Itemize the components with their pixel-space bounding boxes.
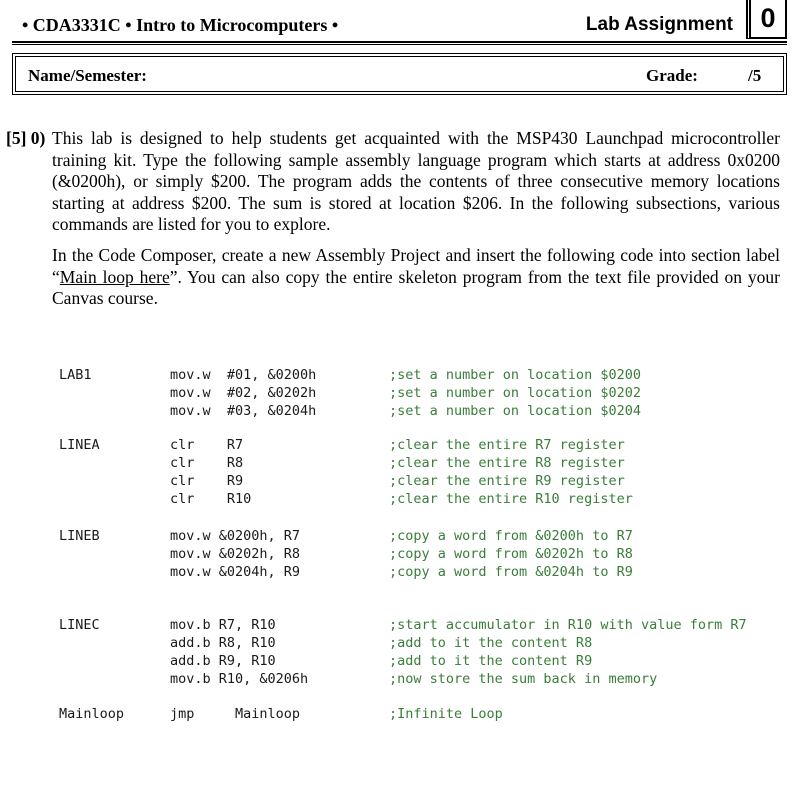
code-comment: ;copy a word from &0200h to R7 — [389, 528, 633, 544]
grade-label: Grade: — [646, 66, 698, 85]
code-instruction: add.b R9, R10 — [170, 653, 276, 669]
code-comment: ;clear the entire R10 register — [389, 491, 633, 507]
instruction-text-b: ”. You can also copy the entire skeleton program from the text file provided on your Canvas course. — [52, 266, 780, 308]
code-instruction: mov.w #01, &0200h — [170, 367, 317, 383]
code-comment: ;now store the sum back in memory — [389, 671, 658, 687]
assignment-number: 0 — [746, 0, 787, 39]
code-label-linea: LINEA — [59, 437, 100, 453]
code-instruction: mov.w &0204h, R9 — [170, 564, 301, 580]
code-comment: ;add to it the content R8 — [389, 635, 593, 651]
code-instruction: clr R10 — [170, 491, 252, 507]
code-comment: ;copy a word from &0202h to R8 — [389, 546, 633, 562]
code-instruction: mov.w #02, &0202h — [170, 385, 317, 401]
code-comment: ;add to it the content R9 — [389, 653, 593, 669]
code-instruction: mov.w &0200h, R7 — [170, 528, 301, 544]
code-label-linec: LINEC — [59, 617, 100, 633]
page-header — [12, 0, 787, 43]
code-instruction: mov.w &0202h, R8 — [170, 546, 301, 562]
name-grade-box — [12, 53, 787, 95]
code-label-lab1: LAB1 — [59, 367, 92, 383]
code-instruction: clr R7 — [170, 437, 244, 453]
code-comment: ;clear the entire R8 register — [389, 455, 625, 471]
code-comment: ;set a number on location $0204 — [389, 403, 641, 419]
question-number: [5] 0) — [6, 128, 46, 148]
grade-value: /5 — [748, 66, 762, 85]
code-comment: ;clear the entire R7 register — [389, 437, 625, 453]
code-instruction: mov.b R7, R10 — [170, 617, 276, 633]
course-title: • CDA3331C • Intro to Microcomputers • — [22, 15, 339, 35]
code-comment: ;set a number on location $0200 — [389, 367, 641, 383]
instruction-text-a: In the Code Composer, create a new Assembly Project and insert the following code into section label “ — [52, 245, 780, 287]
code-comment: ;clear the entire R9 register — [389, 473, 625, 489]
code-instruction: add.b R8, R10 — [170, 635, 276, 651]
code-instruction: clr R8 — [170, 455, 244, 471]
intro-paragraph: This lab is designed to help students get acquainted with the MSP430 Launchpad microcontroller training kit. Type the following sample assembly language program which starts at address 0x0200 (&0200h), or simply $200. The program adds the contents of three consecutive memory locations starting at address $200. The sum is stored at location $206. In the following subsections, various commands are listed for you to explore. — [52, 128, 780, 234]
header-divider — [12, 44, 787, 45]
code-instruction: clr R9 — [170, 473, 244, 489]
code-instruction: mov.b R10, &0206h — [170, 671, 309, 687]
instruction-paragraph — [52, 245, 780, 310]
code-comment: ;set a number on location $0202 — [389, 385, 641, 401]
code-label-lineb: LINEB — [59, 528, 100, 544]
code-instruction: jmp Mainloop — [170, 706, 301, 722]
main-loop-link: Main loop here — [59, 266, 170, 287]
code-comment: ;start accumulator in R10 with value form R7 — [389, 617, 747, 633]
code-label-mainloop: Mainloop — [59, 706, 125, 722]
assignment-title: Lab Assignment — [585, 14, 733, 35]
code-instruction: mov.w #03, &0204h — [170, 403, 317, 419]
code-comment: ;Infinite Loop — [389, 706, 503, 722]
name-semester-label: Name/Semester: — [28, 66, 147, 85]
code-comment: ;copy a word from &0204h to R9 — [389, 564, 633, 580]
